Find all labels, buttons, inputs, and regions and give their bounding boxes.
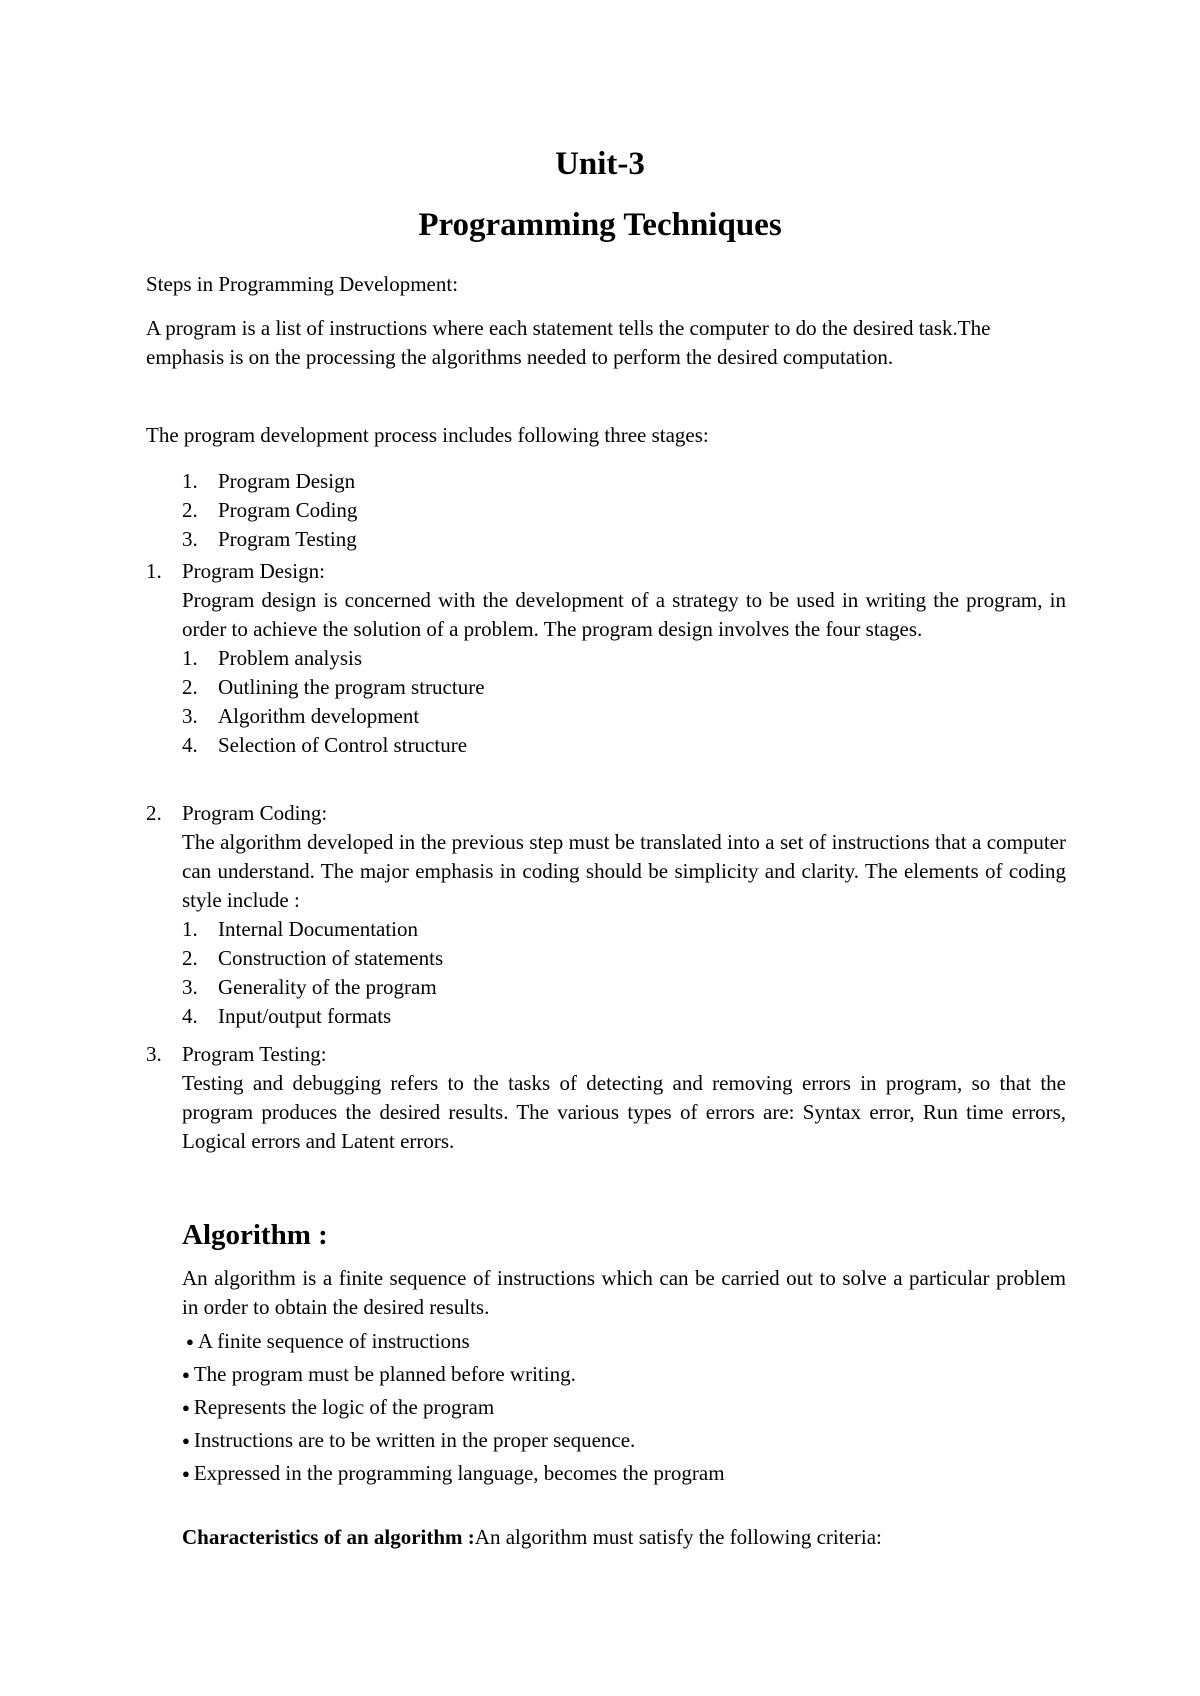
list-item: 2. Outlining the program structure bbox=[182, 675, 485, 699]
intro-paragraph: A program is a list of instructions where each statement tells the computer to do the desired task.The emphasis is on the processing the algorithms needed to perform the desired computation. bbox=[146, 316, 991, 369]
list-item: 3. Generality of the program bbox=[182, 975, 437, 999]
list-item: 4. Selection of Control structure bbox=[182, 733, 468, 757]
section-paragraph: The algorithm developed in the previous step must be translated into a set of instructions that a computer can understand. The major emphasis in coding should be simplicity and clarity. The elements of coding style include : bbox=[182, 830, 1066, 912]
unit-heading: Unit-3 bbox=[555, 146, 645, 182]
bullet-icon: ● bbox=[182, 1400, 190, 1415]
bullet-item: ● Represents the logic of the program bbox=[182, 1391, 1066, 1424]
section-program-testing bbox=[146, 1040, 1066, 1156]
list-item: 1. Program Design bbox=[182, 469, 356, 493]
bullet-item: ● Instructions are to be written in the proper sequence. bbox=[182, 1424, 1066, 1457]
bullet-item: ● A finite sequence of instructions bbox=[182, 1325, 1066, 1358]
list-item: 1. Problem analysis bbox=[182, 646, 363, 670]
characteristics-line bbox=[182, 1523, 1082, 1552]
steps-heading: Steps in Programming Development: bbox=[146, 272, 459, 296]
bullet-item: ● Expressed in the programming language, becomes the program bbox=[182, 1457, 1066, 1490]
bullet-icon: ● bbox=[182, 1367, 190, 1382]
section-paragraph: Testing and debugging refers to the tasks of detecting and removing errors in program, so that the program produces the desired results. The various types of errors are: Syntax error, Run time errors, Logical errors and Latent errors. bbox=[182, 1071, 1066, 1153]
algorithm-heading: Algorithm : bbox=[182, 1219, 328, 1251]
algorithm-bullets bbox=[182, 1325, 1066, 1490]
list-item: 4. Input/output formats bbox=[182, 1004, 392, 1028]
section-program-coding bbox=[146, 799, 1066, 1031]
section-heading: 1. Program Design: bbox=[146, 559, 325, 583]
bullet-icon: ● bbox=[186, 1334, 194, 1349]
stages-intro: The program development process includes following three stages: bbox=[146, 423, 709, 447]
algorithm-paragraph: An algorithm is a finite sequence of instructions which can be carried out to solve a particular problem in order to obtain the desired results. bbox=[182, 1266, 1066, 1319]
section-program-design bbox=[146, 557, 1066, 760]
page-title: Programming Techniques bbox=[418, 207, 782, 243]
bullet-icon: ● bbox=[182, 1466, 190, 1481]
characteristics-text: An algorithm must satisfy the following criteria: bbox=[474, 1525, 882, 1549]
section-heading: 3. Program Testing: bbox=[146, 1042, 327, 1066]
list-item: 3. Algorithm development bbox=[182, 704, 420, 728]
list-item: 2. Program Coding bbox=[182, 498, 358, 522]
stages-list bbox=[182, 467, 1082, 554]
section-paragraph: Program design is concerned with the development of a strategy to be used in writing the program, in order to achieve the solution of a problem. The program design involves the four stages. bbox=[182, 588, 1066, 641]
bullet-item: ● The program must be planned before writing. bbox=[182, 1358, 1066, 1391]
bullet-icon: ● bbox=[182, 1433, 190, 1448]
list-item: 1. Internal Documentation bbox=[182, 917, 419, 941]
list-item: 2. Construction of statements bbox=[182, 946, 444, 970]
characteristics-label: Characteristics of an algorithm : bbox=[182, 1525, 475, 1549]
list-item: 3. Program Testing bbox=[182, 527, 357, 551]
section-heading: 2. Program Coding: bbox=[146, 801, 328, 825]
